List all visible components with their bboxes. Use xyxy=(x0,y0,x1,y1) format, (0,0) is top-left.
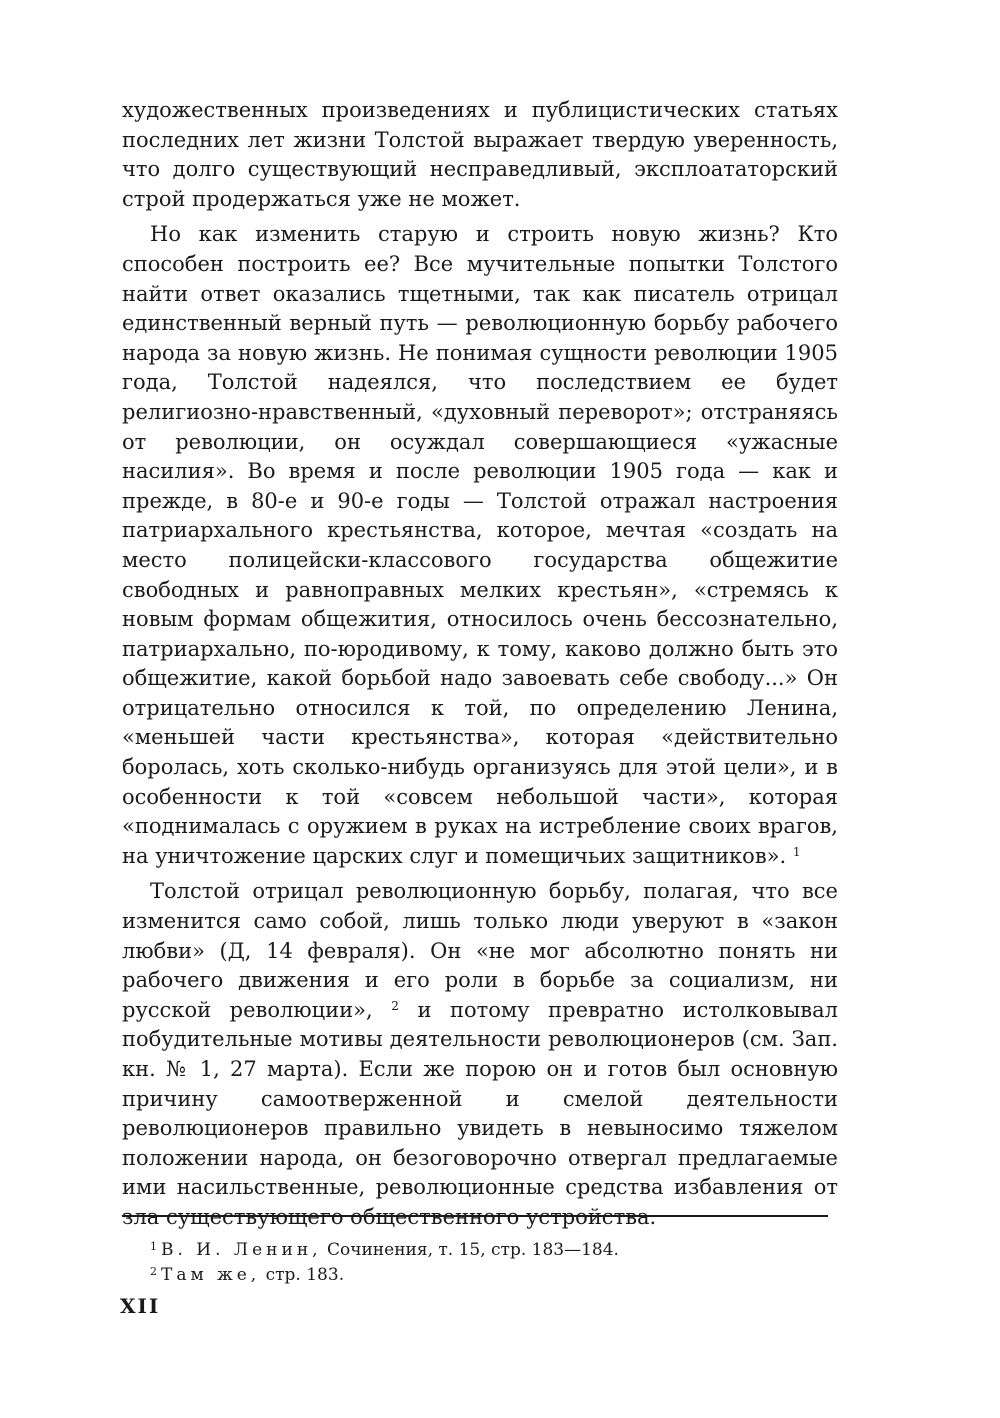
footnotes xyxy=(150,1236,830,1286)
footnote-2-author: Там же, xyxy=(161,1265,261,1285)
footnote-1-author: В. И. Ленин, xyxy=(161,1240,322,1260)
main-text xyxy=(122,96,838,1233)
page-body xyxy=(122,96,838,1233)
footnote-2-source: стр. 183. xyxy=(265,1265,345,1285)
footnote-ref-2[interactable]: 2 xyxy=(391,998,399,1013)
paragraph-2-text: Но как изменить старую и строить новую жизнь? Кто способен построить ее? Все мучительные попытки Толстого найти ответ оказались тщетными, так как писатель отрицал единственный верный путь — революционную борьбу рабочего народа за новую жизнь. Не понимая сущности революции 1905 года, Толстой надеялся, что последствием ее будет религиозно-нравственный, «духовный переворот»; отстраняясь от революции, он осуждал совершающиеся «ужасные насилия». Во время и после революции 1905 года — как и прежде, в 80-е и 90-е годы — Толстой отражал настроения патриархального крестьянства, которое, мечтая «создать на место полицейски-классового государства общежитие свободных и равноправных мелких крестьян», «стремясь к новым формам общежития, относилось очень бессознательно, патриархально, по-юродивому, к тому, каково должно быть это общежитие, какой борьбой надо завоевать себе свободу...» Он отрицательно относился к той, по определению Ленина, «меньшей части крестьянства», которая «действительно боролась, хоть сколько-нибудь организуясь для этой цели», и в особенности к той «совсем небольшой части», которая «поднималась с оружием в руках на истребление своих врагов, на уничтожение царских слуг и помещичьих защитников». xyxy=(122,222,838,868)
footnote-1-marker: 1 xyxy=(150,1240,157,1253)
page-number: XII xyxy=(120,1294,161,1318)
paragraph-3 xyxy=(122,877,838,1232)
footnote-2-marker: 2 xyxy=(150,1265,157,1278)
footnote-divider xyxy=(122,1215,828,1217)
paragraph-3-text-before: Толстой отрицал революционную борьбу, полагая, что все изменится само собой, лишь только люди уверуют в «закон любви» (Д, 14 февраля). Он «не мог абсолютно понять ни рабочего движения и его роли в борьбе за социализм, ни русской революции», xyxy=(122,879,838,1022)
paragraph-2 xyxy=(122,220,838,871)
paragraph-1 xyxy=(122,96,838,214)
footnote-ref-1[interactable]: 1 xyxy=(792,844,801,859)
footnote-1-source: Сочинения, т. 15, стр. 183—184. xyxy=(326,1240,619,1260)
paragraph-3-text-after: и потому превратно истолковывал побудительные мотивы деятельности революционеров (см. Зап. кн. № 1, 27 марта). Если же порою он и готов был основную причину самоотверженной и смелой деятельности революционеров правильно увидеть в невыносимо тяжелом положении народа, он безоговорочно отвергал предлагаемые ими насильственные, революционные средства избавления от зла существующего общественного устройства. xyxy=(122,997,838,1229)
footnote-1 xyxy=(150,1236,830,1261)
footnote-2 xyxy=(150,1261,830,1286)
paragraph-1-text: художественных произведениях и публицистических статьях последних лет жизни Толстой выражает твердую уверенность, что долго существующий несправедливый, эксплоататорский строй продержаться уже не может. xyxy=(122,98,838,211)
